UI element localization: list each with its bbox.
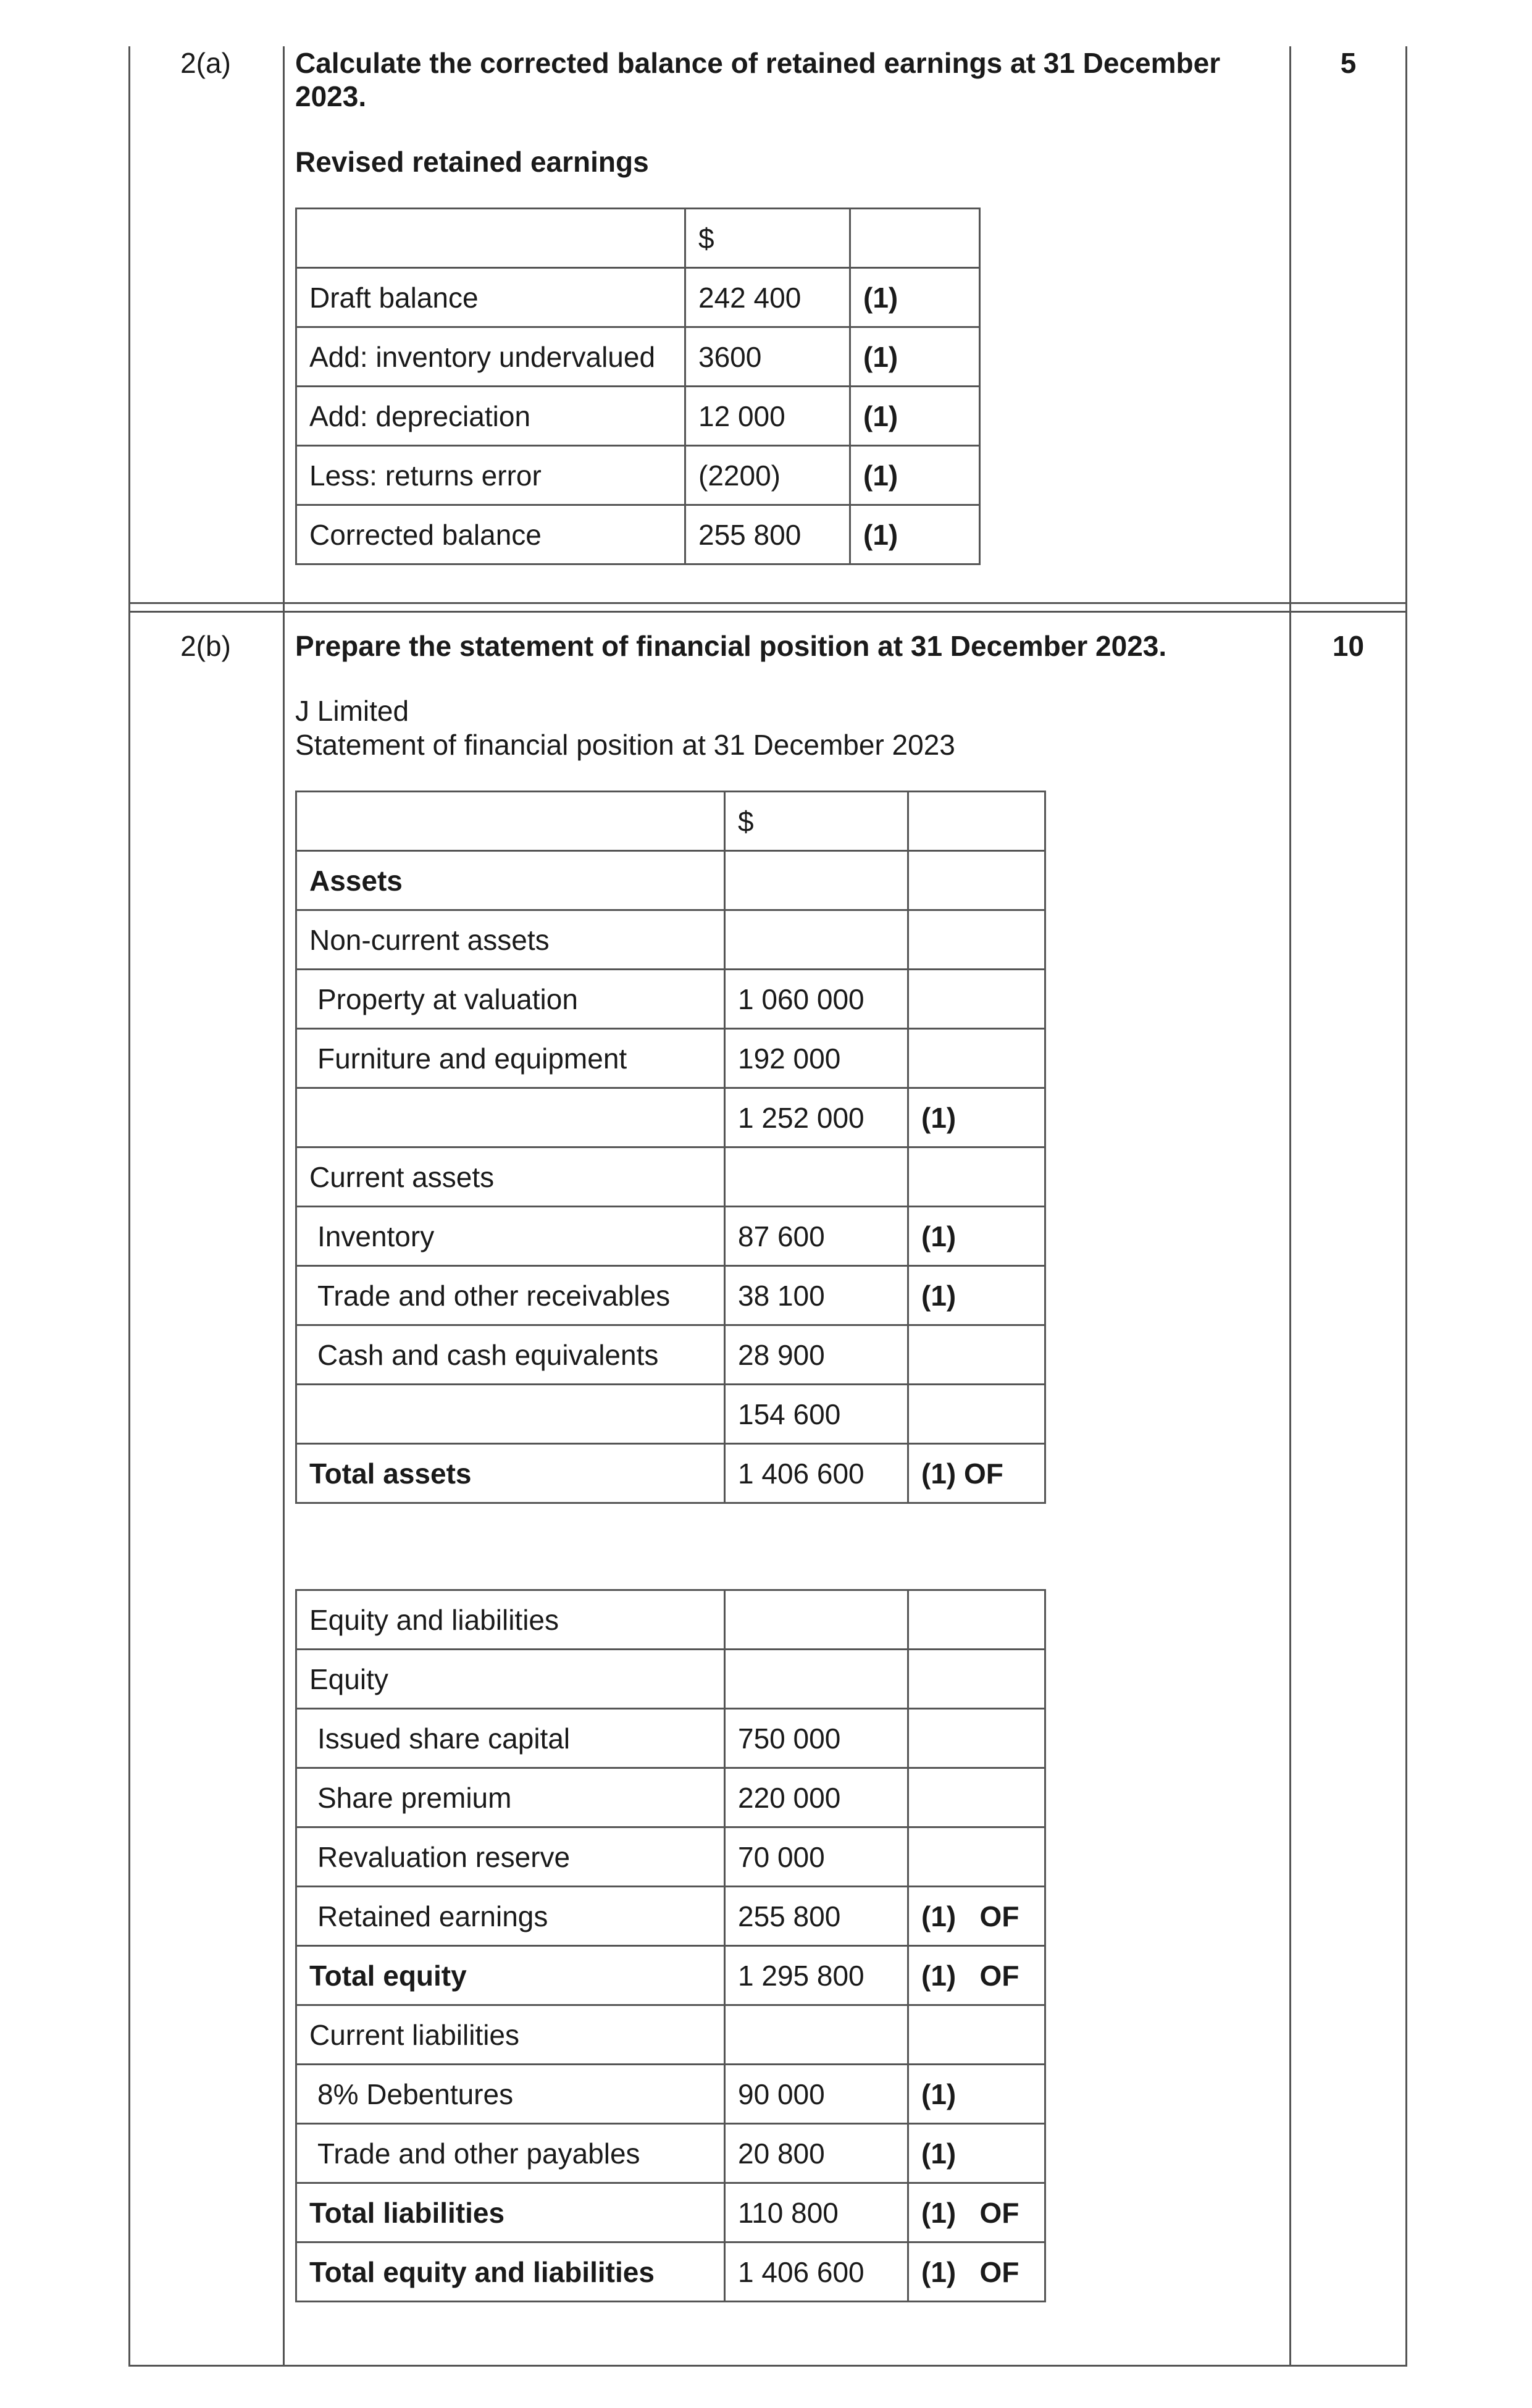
row-label: Current assets bbox=[296, 1147, 725, 1207]
table-row bbox=[296, 2124, 1045, 2183]
row-mark: (1) bbox=[850, 327, 980, 387]
row-mark bbox=[908, 1768, 1045, 1827]
row-label: Trade and other receivables bbox=[296, 1266, 725, 1325]
row-label: Trade and other payables bbox=[296, 2124, 725, 2183]
row-amount: 28 900 bbox=[725, 1325, 908, 1385]
header-label-cell bbox=[296, 792, 725, 851]
row-label: Equity bbox=[296, 1650, 725, 1709]
row-amount: 1 406 600 bbox=[725, 2242, 908, 2302]
row-label: Equity and liabilities bbox=[296, 1590, 725, 1650]
row-label: Total equity and liabilities bbox=[296, 2242, 725, 2302]
row-amount: 87 600 bbox=[725, 1207, 908, 1266]
row-mark bbox=[908, 1590, 1045, 1650]
equity-liabilities-table bbox=[295, 1589, 1046, 2302]
row-label: Assets bbox=[296, 851, 725, 910]
row-mark: (1) bbox=[908, 1088, 1045, 1147]
row-amount: 255 800 bbox=[685, 505, 850, 564]
question-marks: 5 bbox=[1340, 47, 1357, 79]
table-row bbox=[296, 505, 980, 564]
table-row bbox=[296, 2183, 1045, 2242]
row-label bbox=[296, 1385, 725, 1444]
table-row bbox=[296, 1827, 1045, 1887]
row-mark bbox=[908, 1827, 1045, 1887]
row-mark bbox=[908, 851, 1045, 910]
frame-marks-column-divider bbox=[1289, 46, 1291, 2367]
table-row bbox=[296, 1325, 1045, 1385]
table-heading: Revised retained earnings bbox=[295, 146, 649, 178]
table-header-row bbox=[296, 209, 980, 268]
row-label: Draft balance bbox=[296, 268, 685, 327]
question-number: 2(b) bbox=[180, 630, 231, 662]
row-mark: (1) bbox=[850, 505, 980, 564]
row-amount: 242 400 bbox=[685, 268, 850, 327]
row-amount: 1 295 800 bbox=[725, 1946, 908, 2005]
table-header-row bbox=[296, 792, 1045, 851]
row-mark: (1) bbox=[908, 2065, 1045, 2124]
frame-left-border bbox=[128, 46, 130, 2367]
table-row bbox=[296, 2065, 1045, 2124]
header-mark-cell bbox=[850, 209, 980, 268]
table-row bbox=[296, 1887, 1045, 1946]
row-mark bbox=[908, 1325, 1045, 1385]
row-amount: 750 000 bbox=[725, 1709, 908, 1768]
row-label: Issued share capital bbox=[296, 1709, 725, 1768]
table-row bbox=[296, 446, 980, 505]
row-amount bbox=[725, 851, 908, 910]
row-amount: 70 000 bbox=[725, 1827, 908, 1887]
table-row bbox=[296, 851, 1045, 910]
row-mark bbox=[908, 1650, 1045, 1709]
row-mark bbox=[908, 1147, 1045, 1207]
frame-right-border bbox=[1405, 46, 1407, 2367]
row-label: Less: returns error bbox=[296, 446, 685, 505]
row-mark bbox=[908, 1709, 1045, 1768]
row-label: Furniture and equipment bbox=[296, 1029, 725, 1088]
row-amount bbox=[725, 1650, 908, 1709]
retained-earnings-table bbox=[295, 208, 981, 565]
section-divider-bottom bbox=[128, 611, 1407, 613]
row-label: Property at valuation bbox=[296, 970, 725, 1029]
table-row bbox=[296, 327, 980, 387]
table-row bbox=[296, 1029, 1045, 1088]
question-content bbox=[295, 629, 1271, 762]
row-amount: 20 800 bbox=[725, 2124, 908, 2183]
table-row bbox=[296, 1590, 1045, 1650]
table-row bbox=[296, 910, 1045, 970]
row-mark bbox=[908, 1029, 1045, 1088]
table-row bbox=[296, 1650, 1045, 1709]
table-row bbox=[296, 1266, 1045, 1325]
row-amount: 110 800 bbox=[725, 2183, 908, 2242]
company-name: J Limited bbox=[295, 695, 409, 727]
table-row bbox=[296, 1709, 1045, 1768]
row-mark: (1) OF bbox=[908, 1887, 1045, 1946]
table-row bbox=[296, 268, 980, 327]
row-label: Inventory bbox=[296, 1207, 725, 1266]
table-row bbox=[296, 387, 980, 446]
assets-table bbox=[295, 791, 1046, 1504]
table-row bbox=[296, 2005, 1045, 2065]
row-label: Total assets bbox=[296, 1444, 725, 1503]
row-mark: (1) bbox=[908, 1207, 1045, 1266]
statement-title: Statement of financial position at 31 December 2023 bbox=[295, 729, 955, 761]
header-amount-cell: $ bbox=[685, 209, 850, 268]
question-stem: Prepare the statement of financial position at 31 December 2023. bbox=[295, 630, 1167, 662]
row-mark: (1) OF bbox=[908, 1444, 1045, 1503]
header-amount-cell: $ bbox=[725, 792, 908, 851]
row-mark: (1) bbox=[850, 387, 980, 446]
table-row bbox=[296, 1946, 1045, 2005]
header-mark-cell bbox=[908, 792, 1045, 851]
table-row bbox=[296, 1444, 1045, 1503]
row-label: Revaluation reserve bbox=[296, 1827, 725, 1887]
row-mark: (1) OF bbox=[908, 2183, 1045, 2242]
table-row bbox=[296, 1768, 1045, 1827]
row-amount: 1 252 000 bbox=[725, 1088, 908, 1147]
frame-bottom-border bbox=[128, 2365, 1407, 2367]
row-label: Total equity bbox=[296, 1946, 725, 2005]
row-mark: (1) bbox=[850, 446, 980, 505]
row-amount: 220 000 bbox=[725, 1768, 908, 1827]
row-amount: 3600 bbox=[685, 327, 850, 387]
row-label: 8% Debentures bbox=[296, 2065, 725, 2124]
table-row bbox=[296, 1207, 1045, 1266]
row-mark bbox=[908, 910, 1045, 970]
row-label: Corrected balance bbox=[296, 505, 685, 564]
row-label: Add: inventory undervalued bbox=[296, 327, 685, 387]
row-mark: (1) bbox=[850, 268, 980, 327]
row-mark: (1) bbox=[908, 2124, 1045, 2183]
header-label-cell bbox=[296, 209, 685, 268]
row-mark bbox=[908, 1385, 1045, 1444]
row-amount bbox=[725, 2005, 908, 2065]
row-label: Add: depreciation bbox=[296, 387, 685, 446]
row-amount bbox=[725, 1147, 908, 1207]
row-label: Non-current assets bbox=[296, 910, 725, 970]
frame-number-column-divider bbox=[283, 46, 285, 2367]
row-amount: (2200) bbox=[685, 446, 850, 505]
row-amount bbox=[725, 1590, 908, 1650]
row-label: Cash and cash equivalents bbox=[296, 1325, 725, 1385]
question-content bbox=[295, 46, 1271, 178]
row-amount: 1 406 600 bbox=[725, 1444, 908, 1503]
row-amount: 90 000 bbox=[725, 2065, 908, 2124]
row-amount: 12 000 bbox=[685, 387, 850, 446]
table-row bbox=[296, 2242, 1045, 2302]
row-amount: 192 000 bbox=[725, 1029, 908, 1088]
question-number: 2(a) bbox=[180, 47, 231, 79]
row-mark: (1) bbox=[908, 1266, 1045, 1325]
row-amount bbox=[725, 910, 908, 970]
row-mark: (1) OF bbox=[908, 1946, 1045, 2005]
row-label: Total liabilities bbox=[296, 2183, 725, 2242]
question-marks: 10 bbox=[1332, 630, 1365, 662]
row-mark: (1) OF bbox=[908, 2242, 1045, 2302]
table-row bbox=[296, 1385, 1045, 1444]
section-divider-top bbox=[128, 602, 1407, 604]
table-row bbox=[296, 1088, 1045, 1147]
row-mark bbox=[908, 970, 1045, 1029]
row-label bbox=[296, 1088, 725, 1147]
row-label: Share premium bbox=[296, 1768, 725, 1827]
row-amount: 255 800 bbox=[725, 1887, 908, 1946]
row-amount: 1 060 000 bbox=[725, 970, 908, 1029]
row-amount: 154 600 bbox=[725, 1385, 908, 1444]
table-row bbox=[296, 970, 1045, 1029]
table-row bbox=[296, 1147, 1045, 1207]
row-amount: 38 100 bbox=[725, 1266, 908, 1325]
row-label: Retained earnings bbox=[296, 1887, 725, 1946]
row-mark bbox=[908, 2005, 1045, 2065]
row-label: Current liabilities bbox=[296, 2005, 725, 2065]
question-stem: Calculate the corrected balance of retained earnings at 31 December 2023. bbox=[295, 47, 1221, 112]
